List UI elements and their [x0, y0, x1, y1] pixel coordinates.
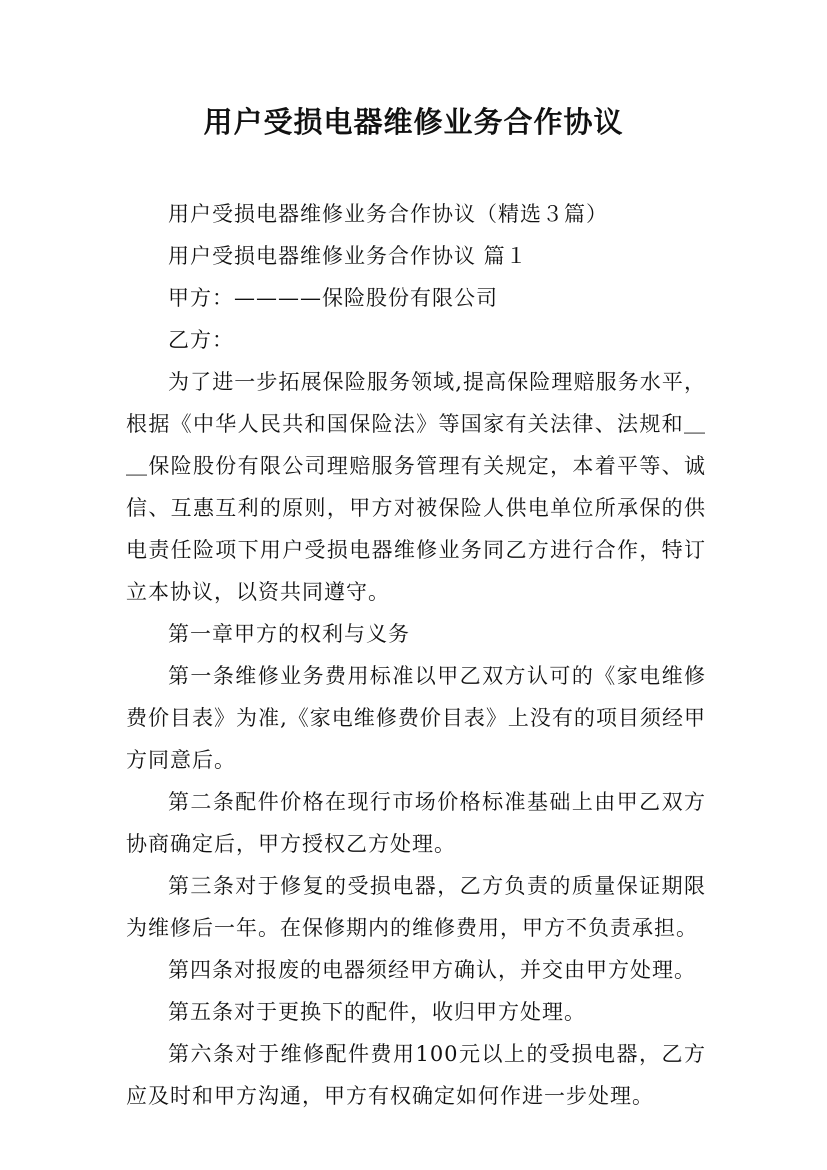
paragraph-article-1: 第一条维修业务费用标准以甲乙双方认可的《家电维修费价目表》为准,《家电维修费价目表》上没有的项目须经甲方同意后。	[126, 664, 706, 772]
paragraph-part-heading: 用户受损电器维修业务合作协议 篇１	[168, 244, 528, 268]
document-body	[126, 193, 706, 1117]
document-title: 用户受损电器维修业务合作协议	[203, 105, 624, 139]
paragraph-article-4: 第四条对报废的电器须经甲方确认，并交由甲方处理。	[168, 958, 696, 982]
paragraph-party-b: 乙方：	[168, 328, 234, 352]
paragraph-subtitle: 用户受损电器维修业务合作协议（精选３篇）	[168, 202, 608, 226]
paragraph-party-a: 甲方：————保险股份有限公司	[168, 286, 498, 310]
paragraph-article-3: 第三条对于修复的受损电器，乙方负责的质量保证期限为维修后一年。在保修期内的维修费用，甲方不负责承担。	[126, 874, 706, 940]
paragraph-article-2: 第二条配件价格在现行市场价格标准基础上由甲乙双方协商确定后，甲方授权乙方处理。	[126, 790, 706, 856]
paragraph-preamble: 为了进一步拓展保险服务领域,提高保险理赔服务水平，根据《中华人民共和国保险法》等国家有关法律、法规和＿＿保险股份有限公司理赔服务管理有关规定，本着平等、诚信、互惠互利的原则，甲方对被保险人供电单位所承保的供电责任险项下用户受损电器维修业务同乙方进行合作，特订立本协议，以资共同遵守。	[126, 370, 706, 604]
paragraph-chapter-1: 第一章甲方的权利与义务	[168, 622, 410, 646]
paragraph-article-6: 第六条对于维修配件费用100元以上的受损电器，乙方应及时和甲方沟通，甲方有权确定如何作进一步处理。	[126, 1042, 706, 1108]
paragraph-article-5: 第五条对于更换下的配件，收归甲方处理。	[168, 1000, 586, 1024]
